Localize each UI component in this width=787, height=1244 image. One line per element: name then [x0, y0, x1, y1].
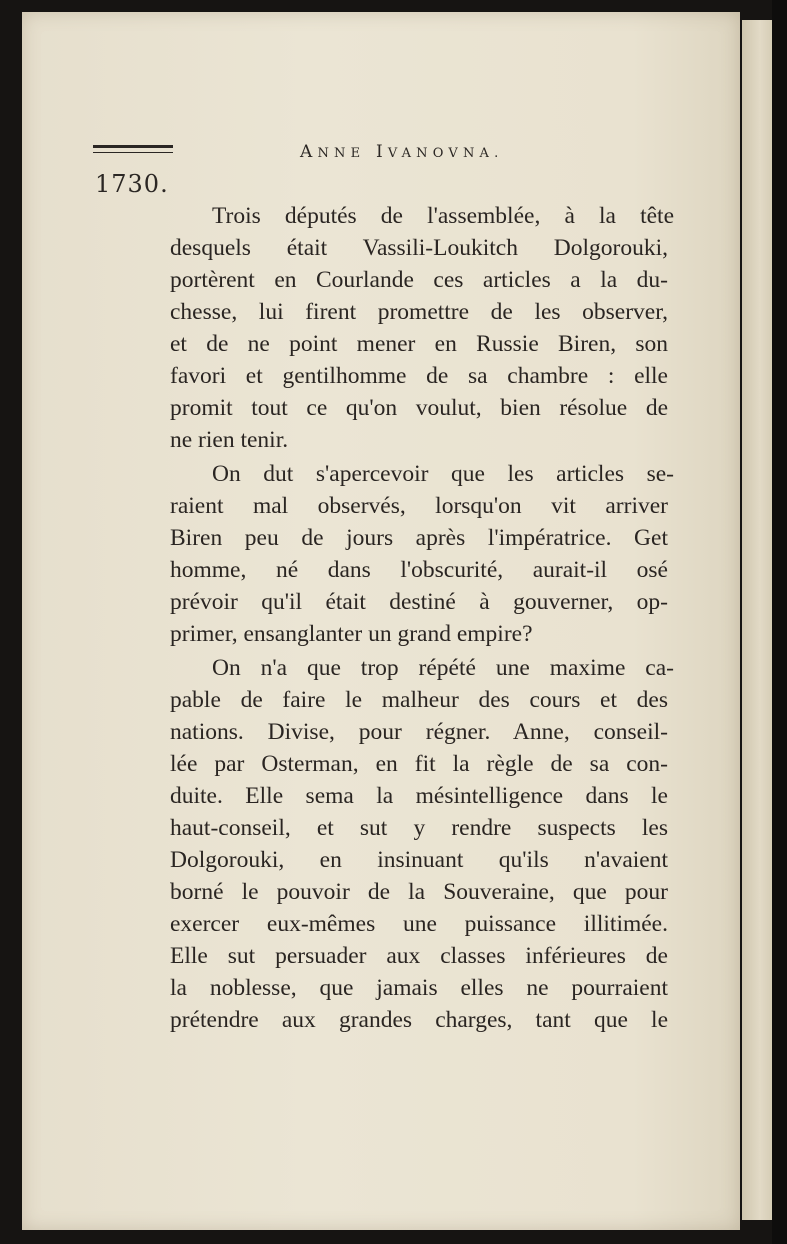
text-line: et de ne point mener en Russie Biren, son: [170, 331, 668, 357]
header-rule-thick: [93, 145, 173, 148]
text-line: On dut s'apercevoir que les articles se-: [212, 461, 674, 487]
text-line: duite. Elle sema la mésintelligence dans le: [170, 783, 668, 809]
text-line: desquels était Vassili-Loukitch Dolgorouki,: [170, 235, 668, 261]
text-line: Elle sut persuader aux classes inférieures de: [170, 943, 668, 969]
background-edge: [772, 0, 787, 1244]
text-line: Biren peu de jours après l'impératrice. Get: [170, 525, 668, 551]
text-line: chesse, lui firent promettre de les observer,: [170, 299, 668, 325]
text-line: ne rien tenir.: [170, 427, 289, 453]
text-line: haut-conseil, et sut y rendre suspects les: [170, 815, 668, 841]
running-head-cap-2: I: [375, 142, 388, 162]
text-line: lée par Osterman, en fit la règle de sa con-: [170, 751, 668, 777]
text-line: prétendre aux grandes charges, tant que le: [170, 1007, 668, 1033]
text-line: nations. Divise, pour régner. Anne, conseil-: [170, 719, 668, 745]
text-line: Dolgorouki, en insinuant qu'ils n'avaient: [170, 847, 668, 873]
facing-page-edge: [742, 20, 772, 1220]
text-line: raient mal observés, lorsqu'on vit arriver: [170, 493, 668, 519]
text-line: homme, né dans l'obscurité, aurait-il osé: [170, 557, 668, 583]
text-line: portèrent en Courlande ces articles a la du-: [170, 267, 668, 293]
running-head: [300, 142, 503, 162]
text-line: On n'a que trop répété une maxime ca-: [212, 655, 674, 681]
text-line: exercer eux-mêmes une puissance illitimée.: [170, 911, 668, 937]
text-line: pable de faire le malheur des cours et des: [170, 687, 668, 713]
text-line: primer, ensanglanter un grand empire?: [170, 621, 533, 647]
text-line: prévoir qu'il était destiné à gouverner, op-: [170, 589, 668, 615]
running-head-cap-1: A: [300, 142, 318, 162]
header-rule-thin: [93, 152, 173, 153]
text-line: la noblesse, que jamais elles ne pourraient: [170, 975, 668, 1001]
running-head-rest-2: VANOVNA.: [387, 146, 504, 161]
text-line: borné le pouvoir de la Souveraine, que pour: [170, 879, 668, 905]
running-head-rest-1: NNE: [317, 146, 366, 161]
text-line: Trois députés de l'assemblée, à la tête: [212, 203, 674, 229]
margin-year: 1730.: [95, 170, 169, 198]
text-line: promit tout ce qu'on voulut, bien résolue de: [170, 395, 668, 421]
text-line: favori et gentilhomme de sa chambre : elle: [170, 363, 668, 389]
